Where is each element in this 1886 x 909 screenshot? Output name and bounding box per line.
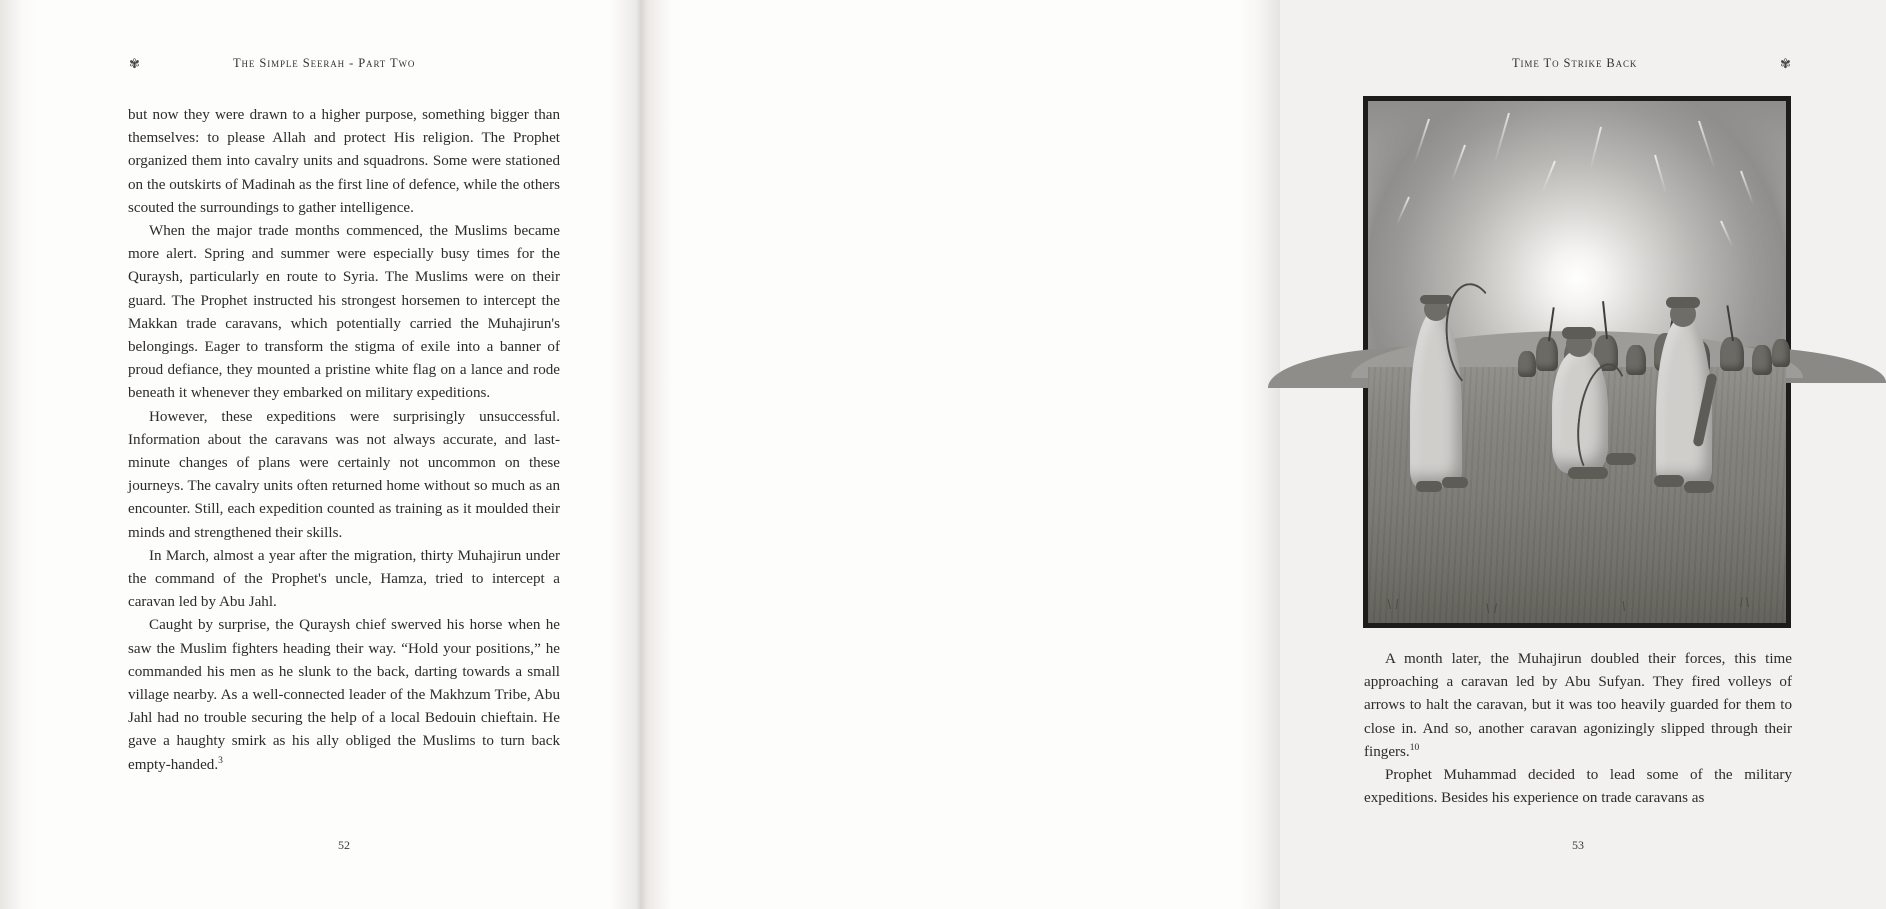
footnote-marker: 10 [1409,742,1420,753]
desert-battle-illustration [1363,96,1791,628]
left-page [0,0,641,909]
right-page [641,0,1792,909]
paragraph: In March, almost a year after the migration, thirty Muhajirun under the command of the Prophet's uncle, Hamza, tried to intercept a caravan led by Abu Jahl. [128,547,560,611]
right-running-head [1364,52,1792,74]
paragraph [128,614,560,776]
right-page-number: 53 [1572,838,1584,852]
illustration-scene [1368,101,1786,623]
left-page-textblock [128,104,560,777]
right-page-textblock [1364,648,1792,810]
left-running-head-title: The Simple Seerah - Part Two [233,55,416,70]
paragraph: but now they were drawn to a higher purpose, something bigger than themselves: to please Allah and protect His religion. The Prophet organized them into cavalry units and squadrons. Some were stationed on the outskirts of Madinah as the first line of defence, while the others scouted the surroundings to gather intelligence. [128,107,560,216]
paragraph-text: Caught by surprise, the Quraysh chief swerved his horse when he saw the Muslim fighters heading their way. “Hold your positions,” he commanded his men as he slunk to the back, darting towards a small village nearby. As a well-connected leader of the Makhzum Tribe, Abu Jahl had no trouble securing the help of a local Bedouin chieftain. He gave a haughty smirk as his ally obliged the Muslims to turn back empty-handed. [128,617,560,773]
left-running-head [128,52,560,74]
paragraph-text: A month later, the Muhajirun doubled their forces, this time approaching a caravan led by Abu Sufyan. They fired volleys of arrows to halt the caravan, but it was too heavily guarded for them to close in. And so, another caravan agonizingly slipped through their fingers. [1364,651,1792,760]
footnote-marker: 3 [218,755,223,766]
paragraph: However, these expeditions were surprisingly unsuccessful. Information about the caravans was not always accurate, and last-minute changes of plans were certainly not uncommon on these journeys. The cavalry units often returned home without so much as an encounter. Still, each expedition counted as training as it moulded their minds and strengthened their skills. [128,408,560,541]
floral-ornament-icon: ✾ [129,55,140,71]
right-running-head-title: Time To Strike Back [1512,55,1638,70]
floral-ornament-icon: ✾ [1780,55,1791,71]
paragraph [1364,648,1792,764]
paragraph: When the major trade months commenced, the Muslims became more alert. Spring and summer were especially busy times for the Quraysh, particularly en route to Syria. The Muslims were on their guard. The Prophet instructed his strongest horsemen to intercept the Makkan trade caravans, which potentially carried the Muhajirun's belongings. Eager to transform the stigma of exile into a banner of proud defiance, they mounted a pristine white flag on a lance and rode beneath it whenever they embarked on military expeditions. [128,223,560,402]
left-page-number: 52 [338,838,350,852]
paragraph: Prophet Muhammad decided to lead some of the military expeditions. Besides his experience on trade caravans as [1364,767,1792,807]
